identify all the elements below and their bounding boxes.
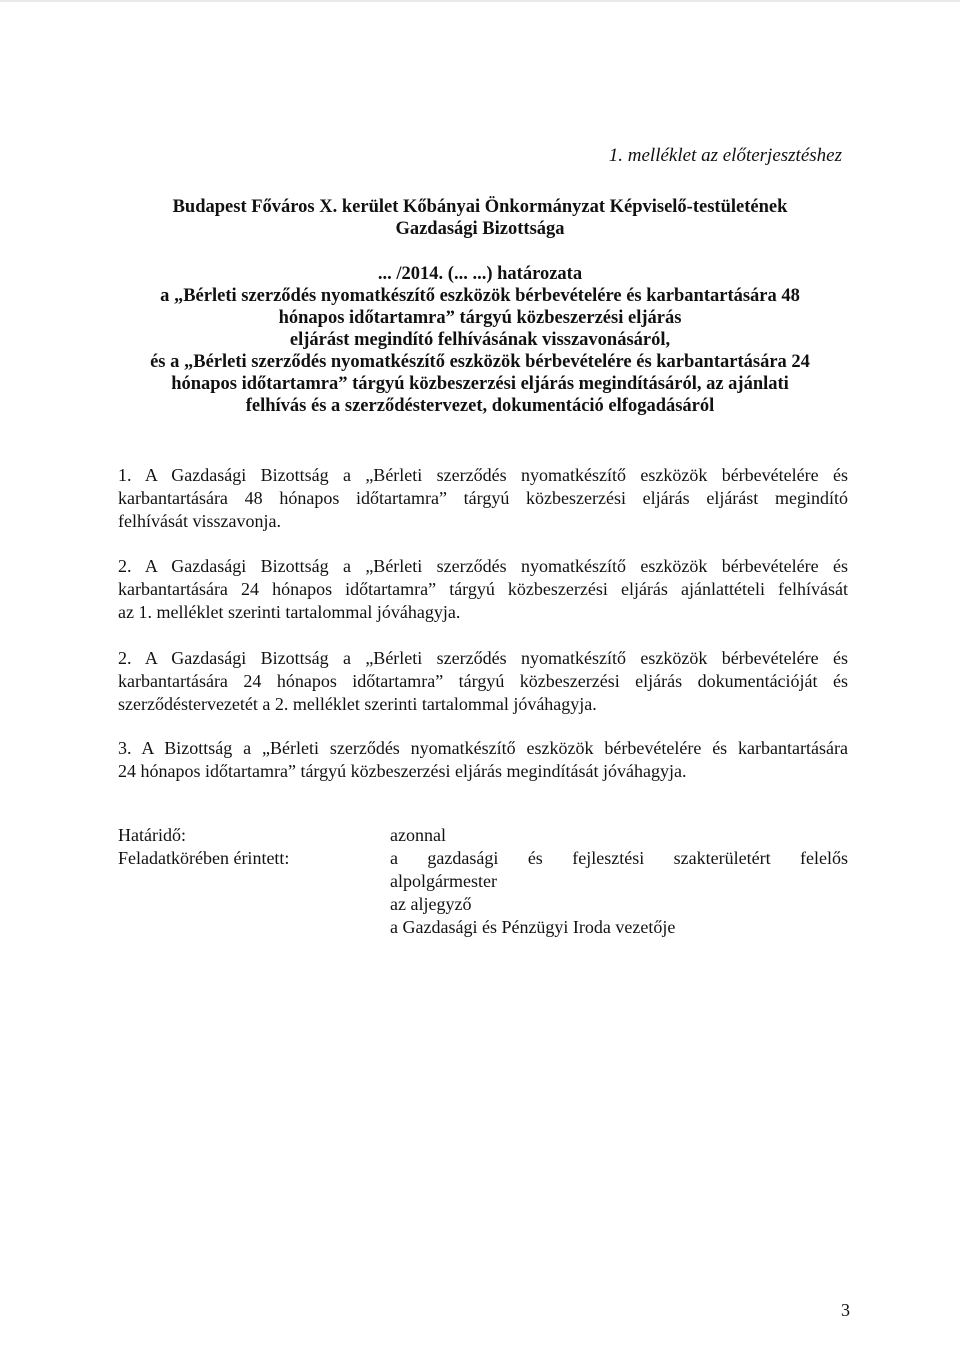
paragraph-line: karbantartására 24 hónapos időtartamra” tárgyú közbeszerzési eljárás dokumentációját és bbox=[118, 671, 848, 691]
page-number: 3 bbox=[841, 1300, 850, 1320]
annex-label: 1. melléklet az előterjesztéshez bbox=[608, 145, 842, 166]
paragraph-line: szerződéstervezetét a 2. melléklet szerinti tartalommal jóváhagyja. bbox=[118, 694, 597, 714]
paragraph-line: 1. A Gazdasági Bizottság a „Bérleti szerződés nyomatkészítő eszközök bérbevételére és bbox=[118, 465, 848, 485]
institution-heading bbox=[120, 196, 840, 240]
paragraph-line: karbantartására 48 hónapos időtartamra” tárgyú közbeszerzési eljárás eljárást megindító bbox=[118, 488, 848, 508]
resolution-title-line: felhívás és a szerződéstervezet, dokumentáció elfogadásáról bbox=[245, 396, 715, 416]
responsible-line: az aljegyző bbox=[390, 894, 472, 914]
institution-heading-line: Budapest Főváros X. kerület Kőbányai Önkormányzat Képviselő-testületének bbox=[172, 197, 788, 217]
resolution-point-2 bbox=[118, 555, 848, 624]
resolution-title-line: és a „Bérleti szerződés nyomatkészítő eszközök bérbevételére és karbantartására 24 bbox=[150, 352, 810, 372]
scan-top-edge bbox=[0, 0, 960, 2]
deadline-label: Határidő: bbox=[118, 825, 186, 845]
paragraph-line: karbantartására 24 hónapos időtartamra” tárgyú közbeszerzési eljárás ajánlattételi felhívását bbox=[118, 579, 848, 599]
paragraph-line: 2. A Gazdasági Bizottság a „Bérleti szerződés nyomatkészítő eszközök bérbevételére és bbox=[118, 648, 848, 668]
resolution-title-line: eljárást megindító felhívásának visszavonásáról, bbox=[289, 330, 671, 350]
resolution-point-3 bbox=[118, 737, 848, 783]
resolution-title-line: hónapos időtartamra” tárgyú közbeszerzési eljárás megindításáról, az ajánlati bbox=[171, 374, 789, 394]
paragraph-line: az 1. melléklet szerinti tartalommal jóváhagyja. bbox=[118, 602, 461, 622]
resolution-title bbox=[120, 263, 840, 417]
resolution-point-2b bbox=[118, 647, 848, 716]
responsible-label: Feladatkörében érintett: bbox=[118, 848, 290, 868]
responsible-line: a gazdasági és fejlesztési szakterületért felelős bbox=[390, 848, 848, 868]
institution-heading-line: Gazdasági Bizottsága bbox=[395, 219, 565, 239]
paragraph-line: felhívását visszavonja. bbox=[118, 511, 281, 531]
resolution-point-1 bbox=[118, 464, 848, 533]
deadline-value: azonnal bbox=[390, 825, 446, 845]
responsible-line: a Gazdasági és Pénzügyi Iroda vezetője bbox=[390, 917, 676, 937]
resolution-title-line: a „Bérleti szerződés nyomatkészítő eszközök bérbevételére és karbantartására 48 bbox=[160, 286, 800, 306]
paragraph-line: 3. A Bizottság a „Bérleti szerződés nyomatkészítő eszközök bérbevételére és karbantartására bbox=[118, 738, 848, 758]
responsible-line: alpolgármester bbox=[390, 871, 497, 891]
paragraph-line: 24 hónapos időtartamra” tárgyú közbeszerzési eljárás megindítását jóváhagyja. bbox=[118, 761, 687, 781]
resolution-title-line: hónapos időtartamra” tárgyú közbeszerzési eljárás bbox=[278, 308, 682, 328]
paragraph-line: 2. A Gazdasági Bizottság a „Bérleti szerződés nyomatkészítő eszközök bérbevételére és bbox=[118, 556, 848, 576]
resolution-title-line: ... /2014. (... ...) határozata bbox=[377, 264, 583, 284]
